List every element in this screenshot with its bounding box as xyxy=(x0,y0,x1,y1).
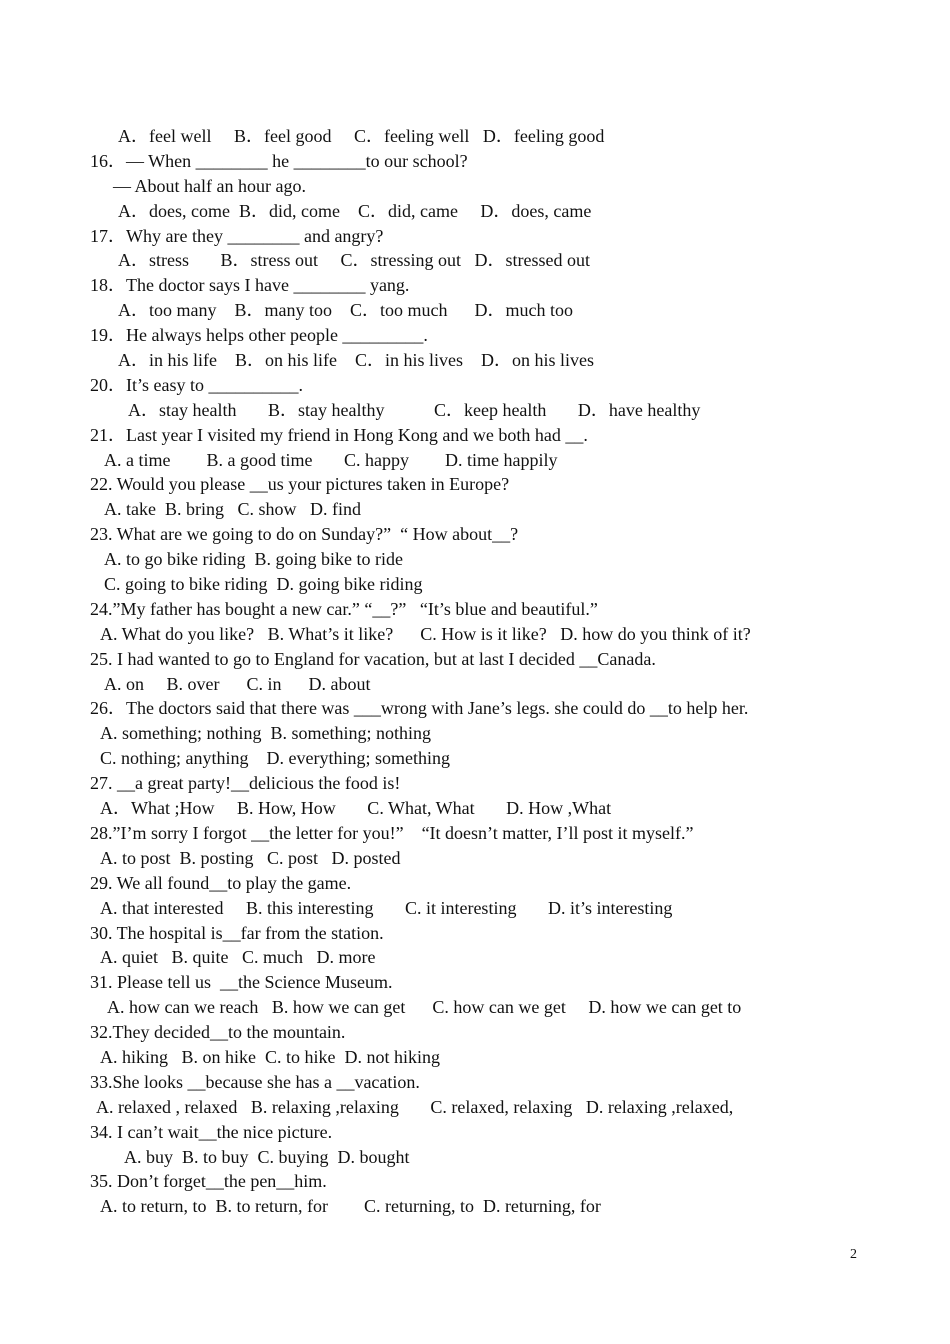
text-line: 28.”I’m sorry I forgot __the letter for you!” “It doesn’t matter, I’ll post it myself.” xyxy=(90,822,694,843)
text-line: A．does, come B．did, come C．did, came D．does, came xyxy=(118,200,592,221)
text-line: A．stay health B．stay healthy C．keep health D．have healthy xyxy=(128,399,701,420)
text-line: A．in his life B．on his life C．in his lives D．on his lives xyxy=(118,350,594,371)
text-line: A. to go bike riding B. going bike to ride xyxy=(104,549,403,570)
text-line: 17．Why are they ________ and angry? xyxy=(90,225,384,246)
text-line: 20．It’s easy to __________. xyxy=(90,374,303,395)
text-line: 35. Don’t forget__the pen__him. xyxy=(90,1171,327,1192)
text-line: 19．He always helps other people _________. xyxy=(90,325,428,346)
text-line: 29. We all found__to play the game. xyxy=(90,872,352,893)
text-line: 18．The doctor says I have ________ yang. xyxy=(90,275,410,296)
text-line: A．stress B．stress out C．stressing out D．stressed out xyxy=(118,250,590,271)
text-line: 16．— When ________ he ________to our school? xyxy=(90,150,468,171)
text-line: C. nothing; anything D. everything; something xyxy=(100,748,450,769)
text-line: A. how can we reach B. how we can get C. how can we get D. how we can get to xyxy=(107,997,742,1018)
text-line: A．What ;How B. How, How C. What, What D. How ,What xyxy=(100,798,612,819)
text-line: A. buy B. to buy C. buying D. bought xyxy=(124,1146,410,1167)
document-body xyxy=(0,124,950,1219)
text-line: A. to return, to B. to return, for C. returning, to D. returning, for xyxy=(100,1196,601,1217)
text-line: A. a time B. a good time C. happy D. time happily xyxy=(104,449,558,470)
text-line: A. to post B. posting C. post D. posted xyxy=(100,847,401,868)
text-line: 34. I can’t wait__the nice picture. xyxy=(90,1121,333,1142)
text-line: 21．Last year I visited my friend in Hong Kong and we both had __. xyxy=(90,424,588,445)
text-line: C. going to bike riding D. going bike riding xyxy=(104,574,423,595)
text-line: A．too many B．many too C．too much D．much too xyxy=(118,300,573,321)
text-line: 33.She looks __because she has a __vacation. xyxy=(90,1071,420,1092)
text-line: A. that interested B. this interesting C. it interesting D. it’s interesting xyxy=(100,897,673,918)
text-line: 24.”My father has bought a new car.” “__?” “It’s blue and beautiful.” xyxy=(90,598,598,619)
text-line: A. something; nothing B. something; nothing xyxy=(100,723,432,744)
text-line: A. hiking B. on hike C. to hike D. not hiking xyxy=(100,1046,440,1067)
text-line: A．feel well B．feel good C．feeling well D．feeling good xyxy=(118,126,605,146)
page-number: 2 xyxy=(850,1247,857,1262)
text-line: A. quiet B. quite C. much D. more xyxy=(100,947,376,968)
text-line: 22. Would you please __us your pictures taken in Europe? xyxy=(90,474,510,495)
text-line: 26．The doctors said that there was ___wrong with Jane’s legs. she could do __to help her. xyxy=(90,698,749,719)
text-line: A. relaxed , relaxed B. relaxing ,relaxing C. relaxed, relaxing D. relaxing ,relaxed, xyxy=(96,1096,734,1117)
text-line: — About half an hour ago. xyxy=(113,175,306,196)
text-line: 27. __a great party!__delicious the food is! xyxy=(90,773,401,794)
text-line: 30. The hospital is__far from the station. xyxy=(90,922,384,943)
text-line: 25. I had wanted to go to England for vacation, but at last I decided __Canada. xyxy=(90,648,656,669)
text-line: A. take B. bring C. show D. find xyxy=(104,499,361,520)
text-line: 32.They decided__to the mountain. xyxy=(90,1022,346,1043)
text-line: 23. What are we going to do on Sunday?” “ How about__? xyxy=(90,524,519,545)
text-line: A. on B. over C. in D. about xyxy=(104,673,371,694)
text-line: A. What do you like? B. What’s it like? C. How is it like? D. how do you think of it? xyxy=(100,623,751,644)
text-line: 31. Please tell us __the Science Museum. xyxy=(90,972,393,993)
